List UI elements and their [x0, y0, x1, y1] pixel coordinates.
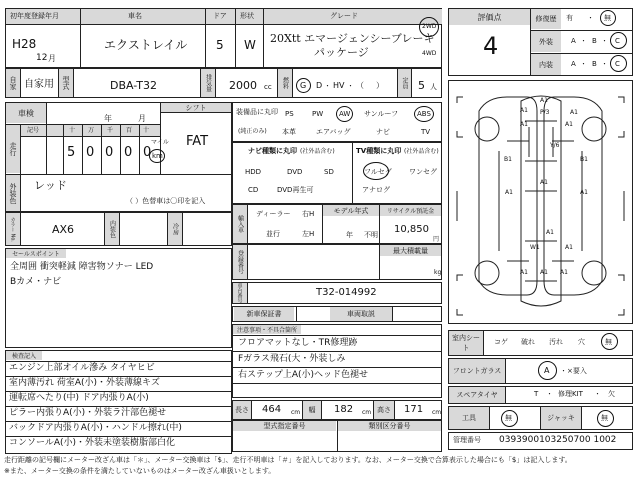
navi-cd: CD: [248, 186, 259, 194]
drive-2wd: 2WD: [422, 23, 437, 30]
jack-label: ジャッキ: [547, 414, 575, 422]
inspector-notes-label-bg: [6, 351, 42, 360]
equip-abs: ABS: [417, 110, 431, 118]
score-value: 4: [483, 32, 499, 60]
height-value: 171: [404, 404, 424, 415]
diagram-mark-3: A1: [570, 109, 578, 116]
category-label: 類別区分番号: [368, 422, 411, 430]
inspection-label: 車検: [18, 108, 34, 118]
displacement-value: 2000: [229, 79, 257, 92]
seat-hole: 穴: [578, 338, 585, 346]
diagram-mark-8: Y/6: [550, 142, 560, 149]
diagram-mark-1: A1: [520, 107, 528, 114]
diagram-mark-9: A1: [540, 179, 548, 186]
model-year-unknown: 不明: [364, 231, 378, 239]
capacity-label: 定員: [401, 77, 408, 89]
width-label-bg: [303, 401, 321, 419]
digit-head-2: 千: [107, 127, 114, 134]
inspector-note-4: バックドア内張りA(小)・ハンドル擦れ(中): [9, 423, 182, 433]
spare-tire-label-bg: [449, 387, 505, 403]
shift-label: シフト: [185, 103, 207, 112]
mileage-label-bg: [6, 125, 20, 173]
max-load-label: 最大積載量: [393, 246, 428, 255]
digit-0: 5: [67, 145, 76, 160]
fuel-paren-close: ）: [376, 81, 384, 90]
spare-dot1: ・: [546, 390, 553, 398]
recycle-label-bg: [380, 205, 441, 216]
diagram-mark-14: A1: [565, 244, 573, 251]
repair-label-bg: [531, 9, 561, 29]
diagram-mark-12: A1: [546, 229, 554, 236]
important-label: 注意事項・不具合箇所: [236, 327, 297, 334]
car-outline-diagram: [449, 81, 632, 323]
score-label: 評価点: [477, 12, 502, 22]
height-unit: cm: [432, 409, 442, 416]
digit-4: 0: [143, 145, 152, 160]
inspector-note-1: 室内薄汚れ 荷室A(小)・外装薄線キズ: [9, 378, 160, 388]
ac-label-bg: [168, 213, 182, 245]
digit-head-3: 百: [126, 127, 133, 134]
car-name: エクストレイル: [104, 38, 188, 52]
navi-header-note: (社外品含む): [300, 148, 335, 155]
length-unit: cm: [291, 409, 301, 416]
model-value: DBA-T32: [110, 79, 157, 92]
first-reg-year: H28: [12, 37, 37, 51]
equip-tv: TV: [421, 128, 431, 136]
height-label: 高さ: [377, 406, 391, 414]
ext-color-label-bg: [6, 175, 20, 211]
model-year-label-bg: [323, 205, 379, 216]
tv-fullseg: フルセグ: [364, 168, 392, 176]
digit-head-4: 十: [143, 127, 150, 134]
tv-oneseg: ワンセグ: [409, 168, 437, 176]
diagram-mark-2: P/3: [540, 109, 550, 116]
grade-label: グレード: [330, 12, 358, 20]
doors-value: 5: [216, 38, 224, 52]
diagram-mark-7: A1: [565, 121, 573, 128]
spare-repair-kit: 修理KIT: [558, 390, 583, 398]
reg-number-label-bg: [233, 245, 247, 279]
jack-label-bg: [541, 407, 581, 429]
diagram-mark-16: A1: [540, 269, 548, 276]
equip-pw: PW: [312, 110, 324, 118]
inspector-note-2: 運転席へたり(中) ドア内張りA(小): [9, 393, 149, 403]
interior-seat-label-bg: [449, 331, 483, 355]
repair-yes: 有: [566, 14, 573, 22]
repair-no: 無: [604, 14, 611, 22]
length-label-bg: [233, 401, 251, 419]
first-reg-month: 12: [36, 53, 48, 63]
import-dealer: ディーラー: [256, 210, 291, 218]
front-glass-label: フロントガラス: [452, 367, 502, 375]
shift-value: FAT: [186, 134, 209, 149]
color-code-label-bg: [6, 213, 20, 245]
equip-aw: AW: [339, 110, 351, 118]
inspection-month-unit: 月: [138, 114, 146, 123]
type-designation-label: 型式指定番号: [263, 422, 306, 430]
digit-head-1: 万: [88, 127, 95, 134]
ac-label: 冷房: [171, 223, 179, 235]
model-year-year: 年: [346, 231, 353, 239]
length-label: 長さ: [235, 406, 249, 414]
interior-color-label: 内装色: [108, 220, 116, 238]
tv-header: TV種類に丸印: [356, 147, 402, 155]
shape-value: W: [244, 38, 256, 52]
chassis-label: 車台番号: [236, 283, 243, 303]
recycle-unit: 円: [433, 236, 440, 243]
sales-point-line-1: Bカメ・ナビ: [10, 277, 62, 287]
ext-grade-b: B: [592, 37, 597, 45]
interior-seat-label: 室内シート: [452, 334, 480, 352]
spare-dot2: ・: [594, 390, 601, 398]
grade-line1: 20Xtt エマージェンシーブレーキ: [270, 32, 435, 45]
shift-label-bg: [161, 103, 231, 112]
ext-color-label: 外装色: [9, 182, 17, 204]
inspector-note-0: エンジン上部オイル滲み タイヤヒビ: [9, 363, 155, 373]
front-glass-a: A: [544, 366, 550, 375]
shape-label: 形状: [240, 12, 254, 20]
usage-value: 自家用: [24, 79, 54, 90]
mile-unit: マイル: [151, 139, 169, 146]
capacity-value: 5: [418, 79, 425, 92]
diagram-mark-17: A1: [560, 269, 568, 276]
ext-color-note: （ ）色替車は〇印を記入: [126, 197, 206, 205]
mileage-memo-label: 記号: [27, 127, 40, 134]
interior-grade-label: 内装: [539, 60, 553, 69]
front-glass-replace: ・×要入: [560, 367, 587, 375]
first-reg-month-unit: 月: [48, 54, 56, 63]
spare-tire-label: スペアタイヤ: [456, 391, 498, 399]
usage-label-bg: [6, 69, 20, 97]
fuel-g: G: [300, 81, 307, 90]
tools-value: 無: [505, 414, 512, 422]
interior-color-label-bg: [105, 213, 119, 245]
ext-grade-c: C: [615, 37, 620, 45]
car-name-label: 車名: [128, 12, 142, 20]
equip-sunroof: サンルーフ: [364, 110, 399, 118]
navi-dvd: DVD: [287, 168, 303, 176]
seat-none: 無: [605, 338, 612, 346]
tools-label-bg: [449, 407, 489, 429]
first-reg-label: 初年度登録年月: [10, 12, 59, 20]
diagram-mark-0: A1: [540, 97, 548, 104]
digit-3: 0: [124, 145, 133, 160]
navi-hdd: HDD: [245, 168, 262, 176]
int-grade-a: A: [571, 60, 576, 68]
width-value: 182: [334, 404, 354, 415]
important-line-0: フロアマットなし・TR修理跡: [238, 338, 358, 348]
import-label: 輸入車: [236, 215, 244, 233]
color-code-value: AX6: [52, 223, 75, 236]
diagram-mark-11: A1: [580, 189, 588, 196]
width-label: 幅: [308, 406, 316, 414]
displacement-label-bg: [201, 69, 215, 97]
diagram-mark-13: W1: [530, 244, 540, 251]
digit-2: 0: [105, 145, 114, 160]
model-label: 型式: [62, 76, 70, 90]
important-line-1: Fガラス飛石(大・外装しみ: [238, 354, 346, 364]
equipment-sublabel: (純正のみ): [238, 128, 267, 135]
diagram-mark-10: A1: [505, 189, 513, 196]
front-glass-label-bg: [449, 359, 505, 383]
manual-label: 車両取説: [347, 310, 375, 318]
spare-t: T: [534, 390, 539, 398]
import-label-bg: [233, 205, 247, 243]
tools-label: 工具: [462, 414, 476, 422]
chassis-value: T32-014992: [316, 287, 377, 298]
diagram-mark-6: B1: [580, 156, 588, 163]
diagram-mark-15: A1: [520, 269, 528, 276]
usage-label: 自家: [9, 76, 17, 90]
seat-dirt: 汚れ: [549, 338, 563, 346]
width-unit: cm: [362, 409, 372, 416]
tv-header-note: (社外品含む): [404, 148, 439, 155]
model-year-label: モデル年式: [333, 206, 369, 215]
footer-line-1: 走行距離の記号欄にメーター改ざん車は「＊」、メーター交換車は「$」、走行不明車は「＃」を記入しております。なお、メーター交換で合算表示した場合にも「$」は記入します。: [4, 456, 572, 464]
management-value: 0393900103250700 1002: [499, 435, 617, 445]
equip-ps: PS: [285, 110, 294, 118]
footer-line-2: ※また、メーター交換の条件を満たしていないものはメーター改ざん車扱いとします。: [4, 467, 276, 475]
capacity-unit: 人: [430, 83, 437, 91]
manual-bg: [330, 307, 392, 321]
equipment-label: 装備品に丸印: [236, 108, 278, 116]
displacement-label: 排気量: [204, 74, 212, 92]
equip-leather: 本革: [282, 128, 296, 136]
capacity-label-bg: [398, 69, 411, 97]
sales-points-label: セールスポイント: [12, 251, 60, 258]
inspection-label-bg: [6, 103, 46, 123]
drive-4wd: 4WD: [422, 50, 437, 57]
digit-head-0: 十: [69, 127, 76, 134]
km-unit: km: [152, 152, 163, 160]
diagram-mark-5: A1: [520, 121, 528, 128]
sales-points-label-bg: [6, 249, 66, 258]
int-grade-c: C: [615, 60, 620, 68]
displacement-unit: cc: [264, 83, 272, 91]
exterior-grade-label: 外装: [539, 37, 553, 46]
fuel-hv: HV: [333, 81, 345, 90]
grade-line2: パッケージ: [314, 46, 369, 59]
equip-navi: ナビ: [376, 128, 390, 136]
length-value: 464: [262, 404, 282, 415]
mileage-label: 走行: [9, 142, 17, 156]
fuel-d: D: [316, 81, 323, 90]
category-label-bg: [338, 421, 441, 431]
type-designation-label-bg: [233, 421, 336, 431]
navi-sd: SD: [324, 168, 334, 176]
model-label-bg: [59, 69, 73, 97]
new-car-warranty-bg: [234, 307, 294, 321]
navi-header: ナビ種類に丸印: [248, 147, 297, 155]
inspector-notes-label: 検査記入: [11, 353, 36, 360]
seat-tear: 破れ: [521, 338, 535, 346]
new-car-warranty-label: 新車保証書: [246, 310, 282, 318]
color-code-label: カラー No.: [9, 216, 16, 242]
fuel-label-bg: [278, 69, 292, 97]
seat-burn: コゲ: [494, 338, 508, 346]
inspector-note-5: コンソールA(小)・外装未塗装樹脂部白化: [9, 438, 176, 448]
important-label-bg: [233, 325, 301, 334]
reg-number-label: 登録番号: [236, 250, 244, 274]
tv-analog: アナログ: [362, 186, 390, 194]
interior-grade-label-bg: [531, 54, 561, 75]
import-parallel: 並行: [266, 230, 280, 238]
max-load-unit: kg: [434, 269, 442, 276]
sales-point-line-0: 全周囲 衝突軽減 障害物ソナー LED: [10, 262, 154, 272]
vehicle-inspection-sheet: 初年度登録年月 車名 ドア 形状 グレード H28 12 月 エクストレイル 5 W 20Xtt エマージェンシーブレーキ パッケージ 2WD 4WD 自家 自家用 型式 DBA-T32 排気量 2000 cc 燃料 G D ・ HV ・ （ ） 定員 5 人 車検 年 月 シフト FAT 走行 記号 十 万 千 百 十 5 0 0 0 0 マイル km 外装色 レッド （ ）色替車は〇印を記入 カラー No. AX6 内装色 冷房 セールスポイント 全周囲 衝突軽減 障害物ソナー LED Bカメ・ナビ 検査記入 エンジン上部オイル滲み タイヤヒビ 室内薄汚れ 荷室A(小)・外装薄線キズ 運転席へたり(中) ドア内張りA(小) ピラー内張りA(小)・外装ラ汁部色褪せ バックドア内張りA(小)・ハンドル擦れ(中) コンソールA(小)・外装未塗装樹脂部白化 装備品に丸印 (純正のみ) PS PW AW サンルーフ ABS 本革 エアバッグ ナビ TV ナビ種類に丸印 (社外品含む) TV種類に丸印 (社外品含む) HDD DVD SD CD DVD再生可 フルセグ ワンセグ アナログ 輸入車 ディーラー 並行 右H 左H モデル年式 年 不明 リサイクル預託金 10,850 円 登録番号 最大積載量 kg 車台番号 T32-014992 新車保証書 車両取説 注意事項・不具合箇所 フロアマットなし・TR修理跡 Fガラス飛石(大・外装しみ 右ステップ上A(小)ヘッド色褪せ 長さ 464 cm 幅 182 cm 高さ 171 cm 型式指定番号 類別区分番号 評価点 4 修復歴 有 ・ 無 外装 A ・ B ・ C 内装 A ・ B ・ C A1 A1 P/3 A1 B1 A1 B1 A1 Y/6 A1 A1 A1 A1 W1 A1 A1 A1 A1 室内シート コゲ 破れ 汚れ 穴 無 フロントガラス A ・×要入 スペアタイヤ T ・ 修理KIT ・ 欠 工具 無 ジャッキ 無 管理番号 0393900103250700 1002 走行距離の記号欄にメーター改ざん車は「＊」、メーター交換車は「$」、走行不明車は「＃」を記入しております。なお、メーター交換で合算表示した場合にも「$」は記入します。 ※また、メーター交換の条件を満たしていないものはメーター改ざん車扱いとします。: [0, 0, 640, 480]
inspection-year-unit: 年: [104, 114, 112, 123]
repair-label: 修復歴: [535, 15, 557, 23]
fuel-paren-open: （: [356, 81, 364, 90]
diagram-mark-4: B1: [504, 156, 512, 163]
inspector-note-3: ピラー内張りA(小)・外装ラ汁部色褪せ: [9, 408, 167, 418]
height-label-bg: [374, 401, 394, 419]
import-right: 右H: [302, 210, 315, 218]
max-load-label-bg: [380, 245, 441, 256]
spare-missing: 欠: [608, 390, 615, 398]
ext-color-value: レッド: [34, 179, 67, 192]
score-label-bg: [449, 9, 530, 25]
doors-label: ドア: [213, 12, 227, 20]
navi-dvd-play: DVD再生可: [277, 186, 314, 194]
int-grade-b: B: [592, 60, 597, 68]
digit-1: 0: [86, 145, 95, 160]
recycle-value: 10,850: [394, 224, 429, 235]
recycle-label: リサイクル預託金: [386, 208, 435, 215]
chassis-label-bg: [233, 283, 247, 303]
important-line-2: 右ステップ上A(小)ヘッド色褪せ: [238, 370, 368, 380]
import-left: 左H: [302, 230, 315, 238]
management-label: 管理番号: [453, 436, 481, 444]
exterior-grade-label-bg: [531, 31, 561, 52]
fuel-label: 燃料: [281, 77, 289, 89]
jack-value: 無: [601, 414, 608, 422]
ext-grade-a: A: [571, 37, 576, 45]
equip-airbag: エアバッグ: [316, 128, 351, 136]
repair-dot: ・: [587, 14, 594, 22]
